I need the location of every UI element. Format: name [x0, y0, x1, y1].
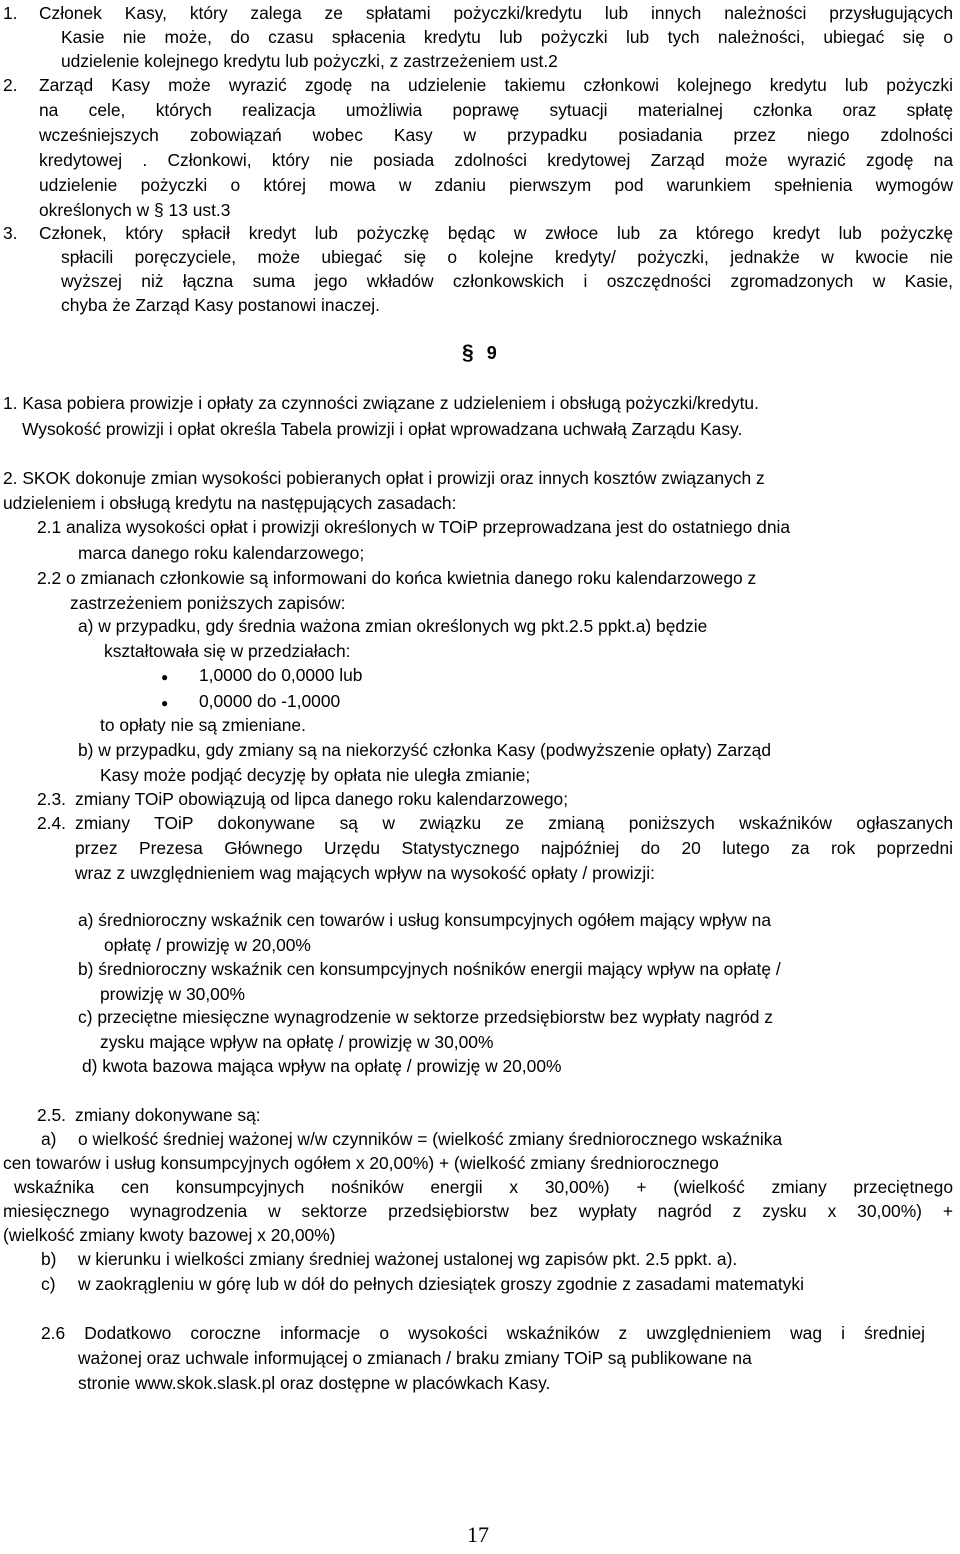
rule-2-1-line-2: marca danego roku kalendarzowego;: [78, 543, 365, 563]
item-3-line-3: wyższej niż łączna suma jego wkładów członkowskich i oszczędności zgromadzonych w Kasie,: [61, 271, 953, 291]
rule-2-5-a-line-5: (wielkość zmiany kwoty bazowej x 20,00%): [3, 1225, 336, 1245]
item-2-line-2: na cele, których realizacja umożliwia poprawę sytuacji materialnej członka oraz spłatę: [39, 100, 953, 120]
item-3-line-4: chyba że Zarząd Kasy postanowi inaczej.: [61, 295, 380, 315]
rule-2-2-line-2: zastrzeżeniem poniższych zapisów:: [70, 593, 346, 613]
paragraph-symbol: §: [462, 341, 474, 364]
item-2-line-1: Zarząd Kasy może wyrazić zgodę na udzielenie takiemu członkowi kolejnego kredytu lub pożyczki: [39, 75, 953, 95]
rule-2-5-a-label: a): [41, 1129, 57, 1149]
factor-c-line-2: zysku mające wpływ na opłatę / prowizję w 30,00%: [100, 1032, 494, 1052]
factor-d-line-1: d) kwota bazowa mająca wpływ na opłatę / prowizję w 20,00%: [82, 1056, 562, 1076]
rule-2-5-a-line-1: o wielkość średniej ważonej w/w czynników = (wielkość zmiany średniorocznego wskaźnika: [78, 1129, 783, 1149]
item-2-line-3: wcześniejszych zobowiązań wobec Kasy w przypadku posiadania przez niego zdolności: [39, 125, 953, 145]
item-1-line-2: Kasie nie może, do czasu spłacenia kredytu lub pożyczki lub tych należności, ubiegać się o: [61, 27, 953, 47]
rules-paragraph-line-2: udzieleniem i obsługą kredytu na następujących zasadach:: [3, 493, 457, 513]
factor-c-line-1: c) przeciętne miesięczne wynagrodzenie w sektorze przedsiębiorstw bez wypłaty nagród z: [78, 1007, 773, 1027]
rule-2-4-number: 2.4.: [37, 813, 67, 833]
item-3-line-2: spłacili poręczyciele, może ubiegać się o kolejne kredyty/ pożyczki, jednakże w kwocie nie: [61, 247, 953, 267]
rule-2-5-number: 2.5.: [37, 1105, 67, 1125]
rule-2-5-c-label: c): [41, 1274, 56, 1294]
factor-a-line-2: opłatę / prowizję w 20,00%: [104, 935, 311, 955]
rule-2-2-b-line-1: b) w przypadku, gdy zmiany są na niekorzyść członka Kasy (podwyższenie opłaty) Zarząd: [78, 740, 772, 760]
page-number: 17: [467, 1522, 489, 1547]
rule-2-2-b-line-2: Kasy może podjąć decyzję by opłata nie uległa zmianie;: [100, 765, 531, 785]
rule-2-5-a-line-4: miesięcznego wynagrodzenia w sektorze przedsiębiorstw bez wypłaty nagród z zysku x 30,00%) +: [3, 1201, 953, 1221]
rule-2-2-a-line-1: a) w przypadku, gdy średnia ważona zmian określonych wg pkt.2.5 ppkt.a) będzie: [78, 616, 708, 636]
rule-2-6-line-1: 2.6 Dodatkowo coroczne informacje o wysokości wskaźników z uwzględnieniem wag i średniej: [41, 1323, 925, 1343]
item-1-line-3: udzielenie kolejnego kredytu lub pożyczki, z zastrzeżeniem ust.2: [61, 51, 558, 71]
rule-2-4-line-3: wraz z uwzględnieniem wag mających wpływ na wysokość opłaty / prowizji:: [75, 863, 655, 883]
factor-b-line-1: b) średnioroczny wskaźnik cen konsumpcyjnych nośników energii mający wpływ na opłatę /: [78, 959, 781, 979]
section-number: 9: [486, 343, 497, 363]
item-2-line-4: kredytowej . Członkowi, który nie posiada zdolności kredytowej Zarząd może wyrazić zgodę na: [39, 150, 953, 170]
fees-paragraph-line-1: 1. Kasa pobiera prowizje i opłaty za czynności związane z udzieleniem i obsługą pożyczki/kredytu.: [3, 393, 759, 413]
rule-2-2-a-line-2: kształtowała się w przedziałach:: [104, 641, 351, 661]
range-item-1: 1,0000 do 0,0000 lub: [199, 665, 363, 685]
rule-2-5-a-line-3: wskaźnika cen konsumpcyjnych nośników energii x 30,00%) + (wielkość zmiany przeciętnego: [14, 1177, 953, 1197]
rule-2-5-a-line-2: cen towarów i usług konsumpcyjnych ogółem x 20,00%) + (wielkość zmiany średniorocznego: [3, 1153, 719, 1173]
item-3-line-1: Członek, który spłacił kredyt lub pożyczkę będąc w zwłoce lub za którego kredyt lub pożyczkę: [39, 223, 953, 243]
item-1-number: 1.: [3, 3, 18, 23]
rule-2-1-line-1: 2.1 analiza wysokości opłat i prowizji określonych w TOiP przeprowadzana jest do ostatniego dnia: [37, 517, 791, 537]
rule-2-2-line-1: 2.2 o zmianach członkowie są informowani do końca kwietnia danego roku kalendarzowego z: [37, 568, 757, 588]
item-2-line-5: udzielenie pożyczki o której mowa w zdaniu pierwszym pod warunkiem spełnienia wymogów: [39, 175, 953, 195]
rule-2-5-text: zmiany dokonywane są:: [75, 1105, 261, 1125]
rules-paragraph-line-1: 2. SKOK dokonuje zmian wysokości pobieranych opłat i prowizji oraz innych kosztów związanych z: [3, 468, 765, 488]
rule-2-3-number: 2.3.: [37, 789, 67, 809]
rule-2-3-text: zmiany TOiP obowiązują od lipca danego roku kalendarzowego;: [75, 789, 569, 809]
rule-2-5-b-label: b): [41, 1249, 57, 1269]
item-2-number: 2.: [3, 75, 18, 95]
factor-a-line-1: a) średnioroczny wskaźnik cen towarów i usług konsumpcyjnych ogółem mający wpływ na: [78, 910, 772, 930]
rule-2-5-b-text: w kierunku i wielkości zmiany średniej ważonej ustalonej wg zapisów pkt. 2.5 ppkt. a).: [78, 1249, 738, 1269]
rule-2-6-line-3: stronie www.skok.slask.pl oraz dostępne w placówkach Kasy.: [78, 1373, 551, 1393]
item-1-line-1: Członek Kasy, który zalega ze spłatami pożyczki/kredytu lub innych należności przysługujących: [39, 3, 953, 23]
item-3-number: 3.: [3, 223, 18, 243]
factor-b-line-2: prowizję w 30,00%: [100, 984, 245, 1004]
item-2-line-6: określonych w § 13 ust.3: [39, 200, 231, 220]
bullet-icon: ●: [161, 696, 169, 710]
rule-2-5-c-text: w zaokrągleniu w górę lub w dół do pełnych dziesiątek groszy zgodnie z zasadami matematyki: [78, 1274, 804, 1294]
rule-2-6-line-2: ważonej oraz uchwale informującej o zmianach / braku zmiany TOiP są publikowane na: [78, 1348, 752, 1368]
rule-2-2-after: to opłaty nie są zmieniane.: [100, 715, 306, 735]
bullet-icon: ●: [161, 670, 169, 684]
rule-2-4-line-1: zmiany TOiP dokonywane są w związku ze zmianą poniższych wskaźników ogłaszanych: [75, 813, 953, 833]
range-item-2: 0,0000 do -1,0000: [199, 691, 341, 711]
section-heading: [462, 338, 497, 368]
fees-paragraph-line-2: Wysokość prowizji i opłat określa Tabela prowizji i opłat wprowadzana uchwałą Zarządu Kasy.: [22, 419, 743, 439]
rule-2-4-line-2: przez Prezesa Głównego Urzędu Statystycznego najpóźniej do 20 lutego za rok poprzedni: [75, 838, 953, 858]
